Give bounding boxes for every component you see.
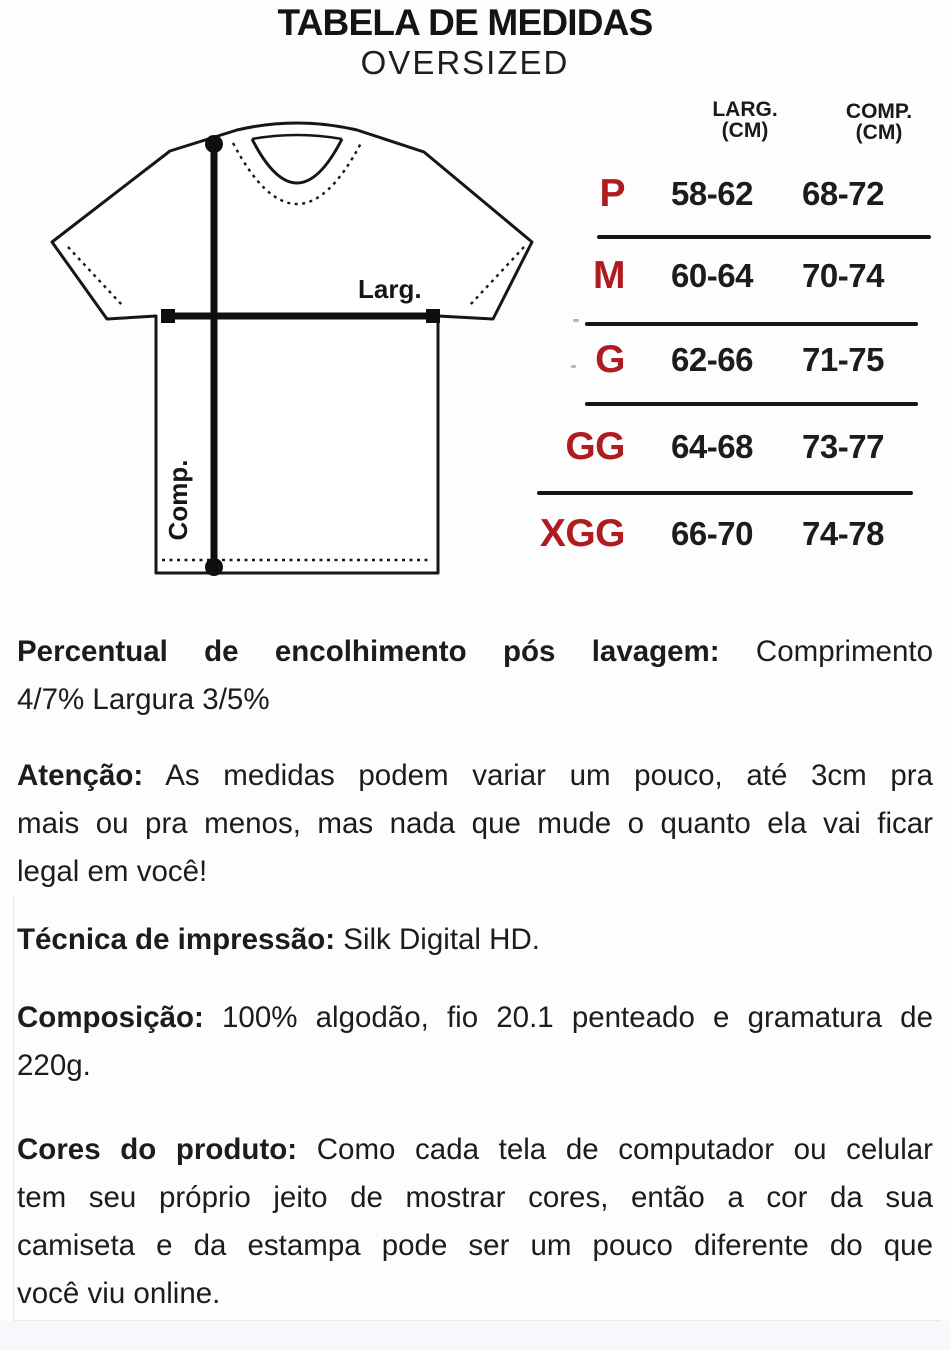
row-divider bbox=[597, 235, 931, 239]
size-label: GG bbox=[565, 425, 625, 468]
paragraph-line: Cores do produto: Como cada tela de computador ou celular bbox=[17, 1133, 933, 1166]
comp-value: 73-77 bbox=[802, 428, 884, 465]
size-label: G bbox=[595, 338, 625, 381]
size-row-GG bbox=[535, 420, 940, 474]
size-row-P bbox=[535, 167, 940, 221]
header bbox=[20, 2, 910, 81]
print-speck bbox=[573, 319, 579, 322]
paragraph-line: tem seu próprio jeito de mostrar cores, então a cor da sua bbox=[17, 1181, 933, 1214]
page-title: TABELA DE MEDIDAS bbox=[277, 2, 653, 43]
width-label: Larg. bbox=[358, 274, 422, 304]
col-header-comp bbox=[814, 101, 944, 143]
paragraph-line: 4/7% Largura 3/5% bbox=[17, 683, 270, 716]
tshirt-outline bbox=[52, 123, 532, 573]
paragraph-line: camiseta e da estampa pode ser um pouco diferente do que bbox=[17, 1229, 933, 1262]
paragraph-attention bbox=[17, 752, 933, 896]
length-measure-top-dot bbox=[205, 135, 223, 153]
row-divider bbox=[537, 491, 913, 495]
print-speck bbox=[571, 365, 576, 368]
card-edge bbox=[13, 895, 941, 1321]
col-header-larg-label: LARG. bbox=[712, 98, 778, 121]
row-divider bbox=[585, 402, 918, 406]
paragraph-line: legal em você! bbox=[17, 855, 208, 888]
size-label: P bbox=[599, 172, 625, 215]
length-measure-bottom-dot bbox=[205, 558, 223, 576]
width-measure-left-end bbox=[161, 309, 175, 323]
larg-value: 66-70 bbox=[671, 515, 753, 552]
comp-value: 71-75 bbox=[802, 341, 884, 378]
paragraph-line: Atenção: As medidas podem variar um pouco, até 3cm pra bbox=[17, 759, 933, 792]
row-divider bbox=[585, 322, 918, 326]
size-label: XGG bbox=[539, 512, 625, 555]
paragraph-shrinkage bbox=[17, 628, 933, 724]
length-label: Comp. bbox=[163, 459, 193, 541]
paragraph-line: você viu online. bbox=[17, 1277, 221, 1310]
col-header-larg-unit: (CM) bbox=[721, 119, 769, 142]
paragraph-line: Percentual de encolhimento pós lavagem: Comprimento bbox=[17, 635, 933, 668]
col-header-comp-unit: (CM) bbox=[855, 121, 903, 144]
paragraph-line: mais ou pra menos, mas nada que mude o quanto ela vai ficar bbox=[17, 807, 933, 840]
comp-value: 68-72 bbox=[802, 175, 884, 212]
size-table bbox=[535, 90, 940, 570]
paragraph-line: Composição: 100% algodão, fio 20.1 penteado e gramatura de bbox=[17, 1001, 933, 1034]
size-row-G bbox=[535, 333, 940, 387]
tshirt-diagram bbox=[40, 105, 540, 585]
comp-value: 70-74 bbox=[802, 257, 884, 294]
col-header-comp-label: COMP. bbox=[845, 100, 913, 123]
larg-value: 62-66 bbox=[671, 341, 753, 378]
larg-value: 58-62 bbox=[671, 175, 753, 212]
larg-value: 60-64 bbox=[671, 257, 753, 294]
col-header-larg bbox=[680, 99, 810, 141]
size-label: M bbox=[593, 254, 625, 297]
paragraph-line: 220g. bbox=[17, 1049, 91, 1082]
width-measure-right-end bbox=[426, 309, 440, 323]
size-row-M bbox=[535, 249, 940, 303]
paragraph-line: Técnica de impressão: Silk Digital HD. bbox=[17, 923, 540, 956]
comp-value: 74-78 bbox=[802, 515, 884, 552]
larg-value: 64-68 bbox=[671, 428, 753, 465]
page-subtitle: OVERSIZED bbox=[360, 44, 570, 81]
bottom-strip bbox=[0, 1321, 950, 1350]
size-row-XGG bbox=[535, 507, 940, 561]
